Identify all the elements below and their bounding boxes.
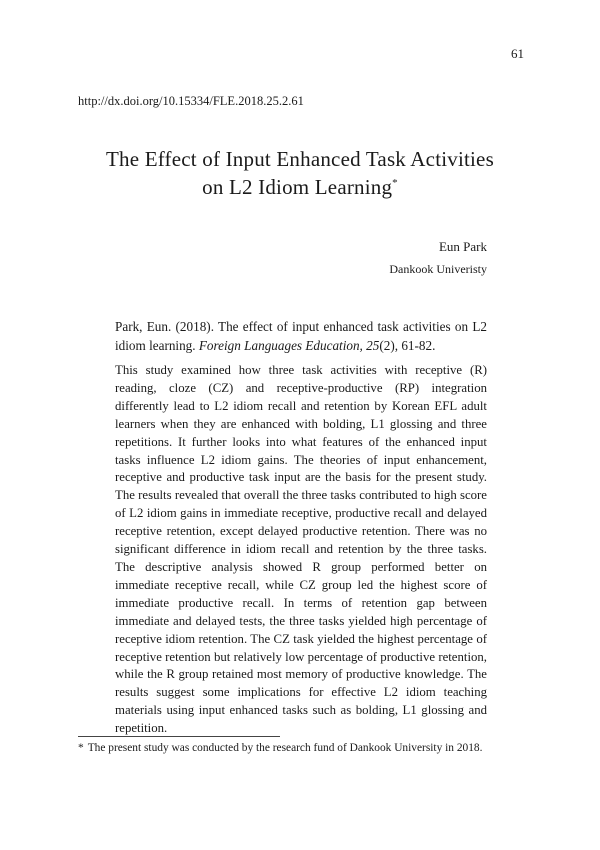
footnote-divider xyxy=(78,736,280,737)
footnote xyxy=(78,742,538,754)
author-affiliation: Dankook Univeristy xyxy=(389,262,487,276)
citation xyxy=(115,317,487,355)
citation-tail: (2), 61-82. xyxy=(379,338,436,353)
footnote-mark: * xyxy=(78,742,84,754)
citation-lead: Park, Eun. (2018). The effect of input enhanced task activities on L2 idiom learning. xyxy=(115,319,487,353)
author-name: Eun Park xyxy=(438,239,487,254)
title-line-1: The Effect of Input Enhanced Task Activities xyxy=(106,147,494,171)
title-line-2: on L2 Idiom Learning xyxy=(202,175,393,199)
page-number: 61 xyxy=(511,46,524,61)
paper-title xyxy=(40,145,560,201)
citation-journal: Foreign Languages Education, 25 xyxy=(198,338,380,353)
title-footnote-mark: * xyxy=(392,177,398,189)
abstract: This study examined how three task activities with receptive (R) reading, cloze (CZ) and receptive-productive (RP) integration differently lead to L2 idiom recall and retention by Korean EFL adult learners when they are enhanced with bolding, L1 glossing and three repetitions. It further looks into what features of the enhanced input tasks influence L2 idiom gains. The theories of input enhancement, receptive and productive task input are the basis for the present study. The results revealed that overall the three tasks contributed to high score of L2 idiom gains in immediate receptive, productive recall and delayed receptive retention, except delayed productive retention. There was no significant difference in idiom recall and retention by the three tasks. The descriptive analysis showed R group performed better on immediate receptive recall, while CZ group led the highest score of immediate productive recall. In terms of retention gap between immediate and delayed tests, the three tasks yielded high percentage of receptive idiom retention. The CZ task yielded the highest percentage of receptive retention but relatively low percentage of productive retention, while the R group retained most memory of productive knowledge. The results suggest some implications for effective L2 idiom teaching materials using input enhanced tasks such as bolding, L1 glossing and repetition. xyxy=(115,363,487,736)
footnote-text: The present study was conducted by the research fund of Dankook University in 2018. xyxy=(87,742,483,754)
doi-link[interactable]: http://dx.doi.org/10.15334/FLE.2018.25.2.61 xyxy=(78,94,304,108)
